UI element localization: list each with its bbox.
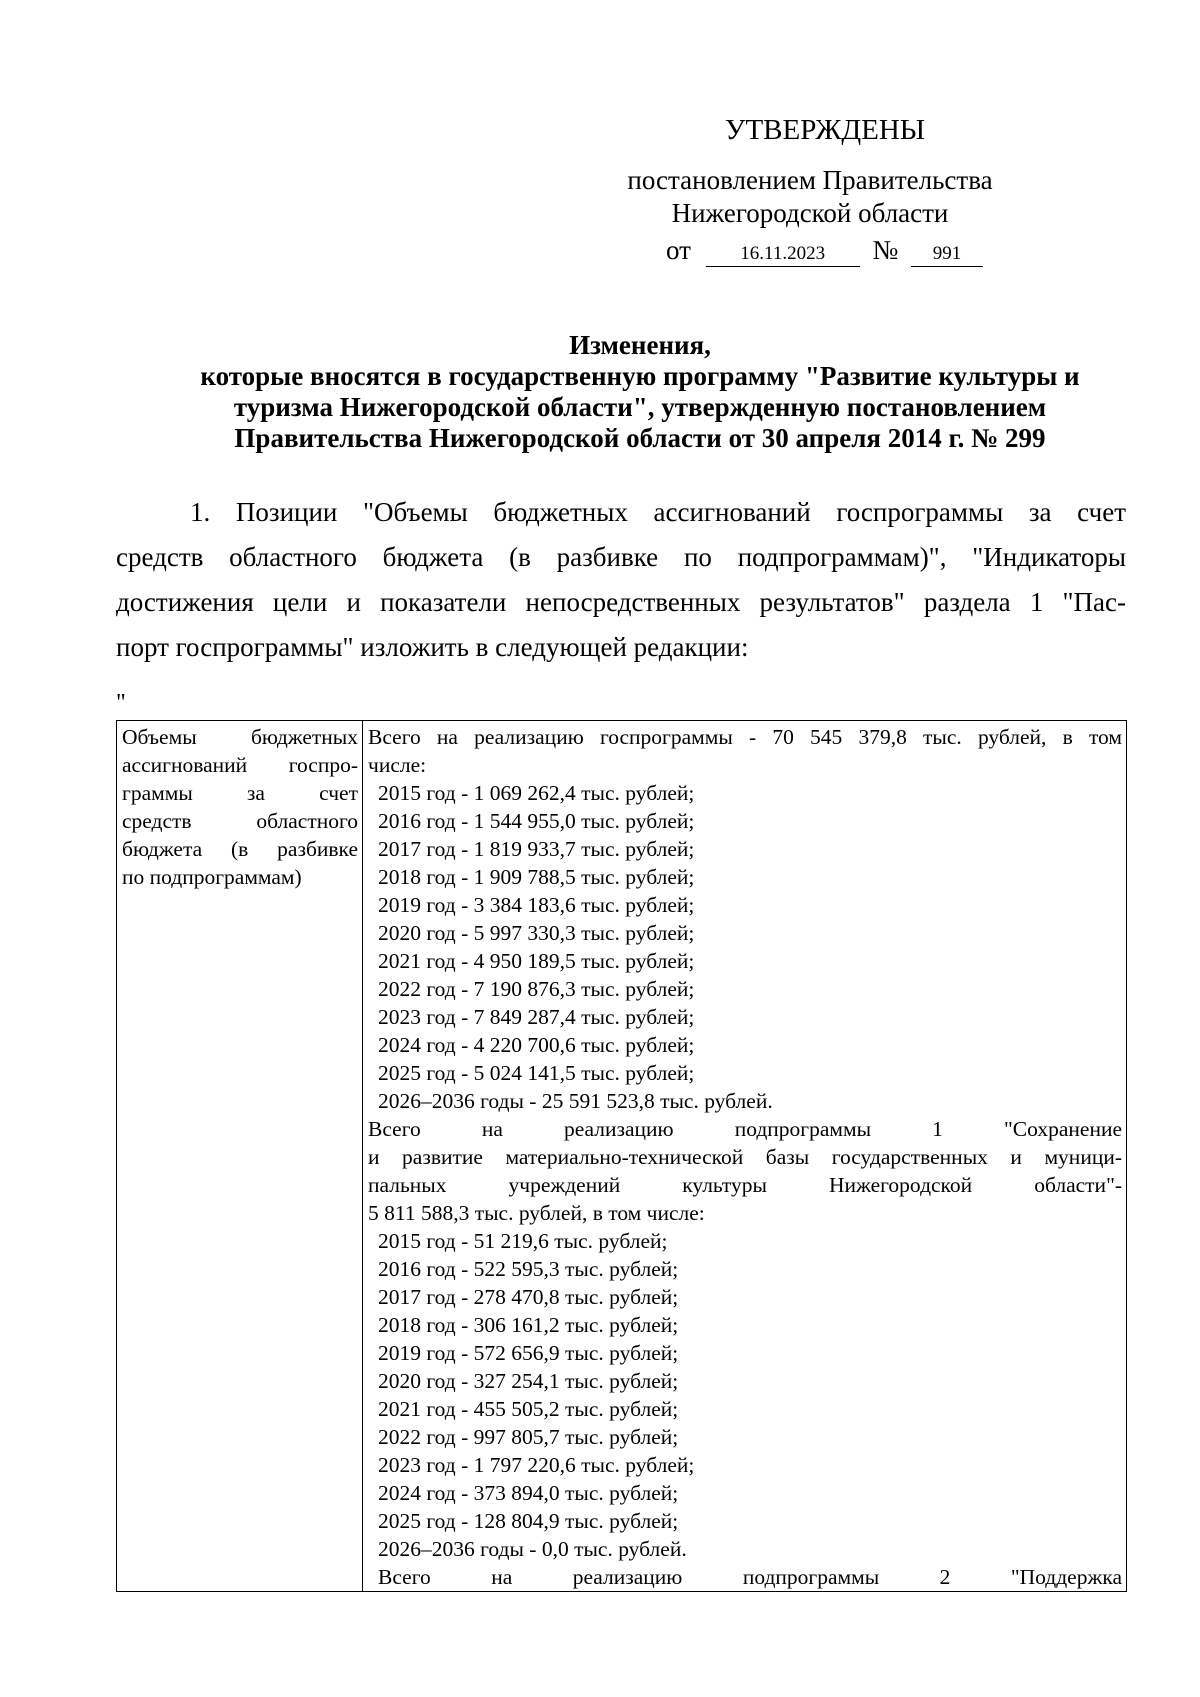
subprogram-2-line: Всего на реализацию подпрограммы 2 "Поддержка xyxy=(378,1565,1122,1589)
paragraph-line: порт госпрограммы" изложить в следующей редакции: xyxy=(116,632,749,662)
position-name-line: по подпрограммам) xyxy=(122,865,302,889)
paragraph-1 xyxy=(116,490,1126,670)
subprogram-1-year-line: 2016 год - 522 595,3 тыс. рублей; xyxy=(378,1257,679,1281)
total-year-line: 2018 год - 1 909 788,5 тыс. рублей; xyxy=(378,865,695,889)
total-year-line: 2026–2036 годы - 25 591 523,8 тыс. рублей. xyxy=(378,1089,773,1113)
position-name-line: средств областного xyxy=(122,809,358,833)
position-name-line: ассигнований госпро- xyxy=(122,753,358,777)
subprogram-1-line: пальных учреждений культуры Нижегородской области"- xyxy=(368,1173,1122,1197)
date-prefix: от xyxy=(666,235,691,265)
subprogram-1-year-line: 2015 год - 51 219,6 тыс. рублей; xyxy=(378,1229,668,1253)
paragraph-line: достижения цели и показатели непосредственных результатов" раздела 1 "Пас- xyxy=(116,587,1126,617)
total-year-line: 2025 год - 5 024 141,5 тыс. рублей; xyxy=(378,1061,695,1085)
title-line-1: Изменения, xyxy=(569,330,711,360)
approved-region-line: Нижегородской области xyxy=(671,198,949,228)
total-line: Всего на реализацию госпрограммы - 70 545 379,8 тыс. рублей, в том xyxy=(368,725,1122,749)
subprogram-1-line: 5 811 588,3 тыс. рублей, в том числе: xyxy=(368,1201,705,1225)
document-title xyxy=(150,330,1130,454)
subprogram-1-year-line: 2021 год - 455 505,2 тыс. рублей; xyxy=(378,1397,679,1421)
approval-block xyxy=(600,112,1020,267)
paragraph-line: 1. Позиции "Объемы бюджетных ассигнований госпрограммы за счет xyxy=(190,497,1126,527)
opening-quote-mark: " xyxy=(116,690,126,716)
subprogram-1-year-line: 2025 год - 128 804,9 тыс. рублей; xyxy=(378,1509,679,1533)
subprogram-1-year-line: 2020 год - 327 254,1 тыс. рублей; xyxy=(378,1369,679,1393)
approval-number: 991 xyxy=(911,242,983,267)
title-line-3: туризма Нижегородской области", утвержденную постановлением xyxy=(233,392,1047,422)
subprogram-1-year-line: 2018 год - 306 161,2 тыс. рублей; xyxy=(378,1313,679,1337)
total-year-line: 2019 год - 3 384 183,6 тыс. рублей; xyxy=(378,893,695,917)
total-year-line: 2017 год - 1 819 933,7 тыс. рублей; xyxy=(378,837,695,861)
title-line-2: которые вносятся в государственную программу "Развитие культуры и xyxy=(200,361,1080,391)
position-name-cell xyxy=(117,721,363,1592)
total-year-line: 2023 год - 7 849 287,4 тыс. рублей; xyxy=(378,1005,695,1029)
budget-table xyxy=(116,720,1127,1592)
title-line-4: Правительства Нижегородской области от 30 апреля 2014 г. № 299 xyxy=(234,423,1046,453)
total-year-line: 2015 год - 1 069 262,4 тыс. рублей; xyxy=(378,781,695,805)
table-row xyxy=(117,721,1127,1592)
paragraph-line: средств областного бюджета (в разбивке по подпрограммам)", "Индикаторы xyxy=(116,542,1126,572)
total-year-line: 2021 год - 4 950 189,5 тыс. рублей; xyxy=(378,949,695,973)
total-year-line: 2016 год - 1 544 955,0 тыс. рублей; xyxy=(378,809,695,833)
subprogram-1-year-line: 2019 год - 572 656,9 тыс. рублей; xyxy=(378,1341,679,1365)
subprogram-1-line: Всего на реализацию подпрограммы 1 "Сохранение xyxy=(368,1117,1122,1141)
approved-heading: УТВЕРЖДЕНЫ xyxy=(724,114,926,146)
approval-date: 16.11.2023 xyxy=(706,242,860,267)
subprogram-1-year-line: 2024 год - 373 894,0 тыс. рублей; xyxy=(378,1481,679,1505)
position-name-line: бюджета (в разбивке xyxy=(122,837,358,861)
total-year-line: 2022 год - 7 190 876,3 тыс. рублей; xyxy=(378,977,695,1001)
subprogram-1-year-line: 2022 год - 997 805,7 тыс. рублей; xyxy=(378,1425,679,1449)
total-year-line: 2020 год - 5 997 330,3 тыс. рублей; xyxy=(378,921,695,945)
position-value-cell xyxy=(363,721,1127,1592)
position-name-line: Объемы бюджетных xyxy=(122,725,358,749)
total-line: числе: xyxy=(368,753,427,777)
number-sign: № xyxy=(872,235,899,265)
position-name-line: граммы за счет xyxy=(122,781,358,805)
approval-date-line xyxy=(600,234,1020,267)
subprogram-1-year-line: 2017 год - 278 470,8 тыс. рублей; xyxy=(378,1285,679,1309)
total-year-line: 2024 год - 4 220 700,6 тыс. рублей; xyxy=(378,1033,695,1057)
approved-by-line: постановлением Правительства xyxy=(627,165,993,195)
subprogram-1-year-line: 2023 год - 1 797 220,6 тыс. рублей; xyxy=(378,1453,695,1477)
subprogram-1-year-line: 2026–2036 годы - 0,0 тыс. рублей. xyxy=(378,1537,687,1561)
subprogram-1-line: и развитие материально-технической базы государственных и муници- xyxy=(368,1145,1122,1169)
